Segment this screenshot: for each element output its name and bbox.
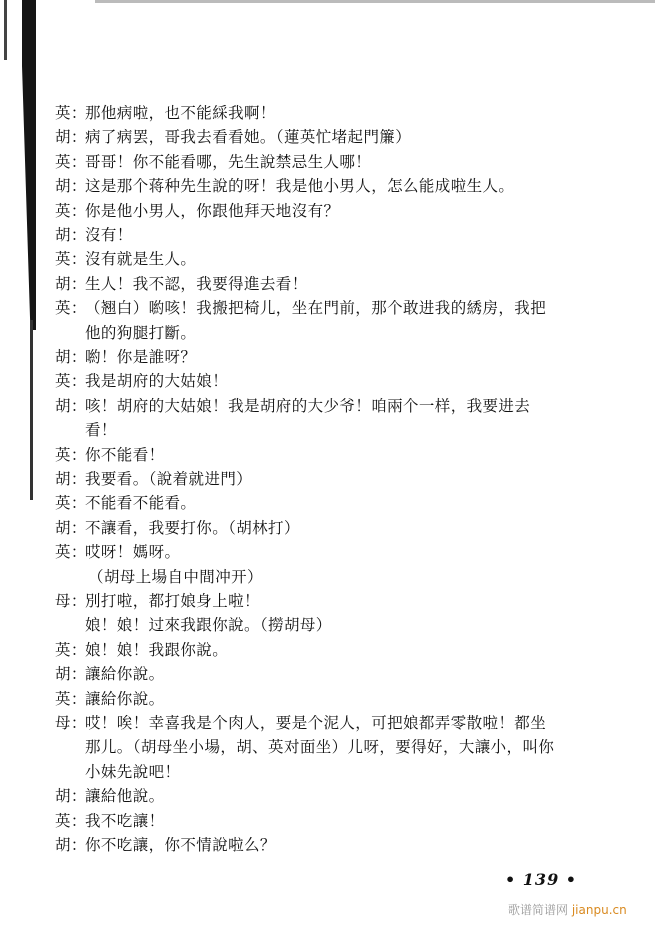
dialogue-line xyxy=(55,151,371,173)
watermark-name: 歌谱简谱网 xyxy=(508,903,569,917)
line-text: 沒有！ xyxy=(85,226,133,244)
line-text: 不能看不能看。 xyxy=(85,494,197,513)
line-text: （翘白）喲咳！我搬把椅儿，坐在門前，那个敢进我的綉房，我把 xyxy=(85,299,547,318)
speaker-label: 胡： xyxy=(55,128,87,147)
continuation-line xyxy=(55,322,196,344)
speaker-label: 胡： xyxy=(55,396,87,415)
speaker-label: 英： xyxy=(55,640,87,659)
dialogue-line xyxy=(55,395,530,417)
line-text: 讓給他說。 xyxy=(85,787,165,806)
page-number: • 139 • xyxy=(505,870,577,889)
line-text: 你不吃讓，你不情說啦么？ xyxy=(85,836,276,854)
dialogue-line xyxy=(55,712,546,734)
speaker-label: 英： xyxy=(55,299,87,318)
speaker-label: 英： xyxy=(55,494,87,513)
line-text: 不讓看，我要打你。（胡林打） xyxy=(85,518,300,537)
speaker-label: 英： xyxy=(55,811,87,830)
speaker-label: 胡： xyxy=(55,226,87,244)
speaker-label: 英： xyxy=(55,689,87,708)
continuation-line xyxy=(55,419,117,441)
dialogue-line xyxy=(55,785,165,807)
line-text: 哎呀！媽呀。 xyxy=(85,543,181,562)
speaker-label: 胡： xyxy=(55,348,87,366)
dialogue-line xyxy=(55,834,276,856)
speaker-label: 英： xyxy=(55,250,87,269)
line-text: 哎！唉！幸喜我是个肉人，要是个泥人，可把娘都弄零散啦！都坐 xyxy=(85,714,547,732)
speaker-label: 胡： xyxy=(55,274,87,293)
continuation-line xyxy=(55,566,263,588)
speaker-label: 胡： xyxy=(55,177,87,196)
dialogue-line xyxy=(55,444,165,466)
scan-edge-mark xyxy=(4,0,7,60)
line-text: 讓給你說。 xyxy=(85,665,165,684)
dialogue-line xyxy=(55,273,308,295)
dialogue-line xyxy=(55,517,300,539)
line-text: 喲！你是誰呀？ xyxy=(85,348,197,366)
speaker-label: 英： xyxy=(55,201,87,220)
watermark xyxy=(508,901,627,918)
line-text: （胡母上場自中間冲开） xyxy=(88,567,263,586)
dialogue-line xyxy=(55,541,180,563)
speaker-label: 英： xyxy=(55,152,87,171)
continuation-line xyxy=(55,761,180,783)
speaker-label: 胡： xyxy=(55,836,87,854)
dialogue-line xyxy=(55,663,165,685)
line-text: 那儿。（胡母坐小場，胡、英对面坐）儿呀，要得好，大讓小，叫你 xyxy=(85,738,555,757)
scan-top-edge xyxy=(95,0,655,3)
scan-binding-shadow-tail xyxy=(30,320,33,500)
line-text: 哥哥！你不能看哪，先生說禁忌生人哪！ xyxy=(85,152,372,171)
line-text: 娘！娘！过來我跟你說。（撈胡母） xyxy=(85,616,332,635)
line-text: 我不吃讓！ xyxy=(85,811,165,830)
line-text: 別打啦，都打娘身上啦！ xyxy=(85,592,260,610)
dialogue-line xyxy=(55,810,165,832)
line-text: 生人！我不認，我要得進去看！ xyxy=(85,274,308,293)
speaker-label: 英： xyxy=(55,372,87,391)
line-text: 娘！娘！我跟你說。 xyxy=(85,640,229,659)
dialogue-line xyxy=(55,468,252,490)
line-text: 咳！胡府的大姑娘！我是胡府的大少爷！咱兩个一样，我要进去 xyxy=(85,396,531,415)
speaker-label: 英： xyxy=(55,543,87,562)
speaker-label: 英： xyxy=(55,445,87,464)
dialogue-line xyxy=(55,688,165,710)
speaker-label: 胡： xyxy=(55,665,87,684)
dialogue-line xyxy=(55,297,546,319)
dialogue-line xyxy=(55,248,196,270)
speaker-label: 英： xyxy=(55,104,87,122)
speaker-label: 母： xyxy=(55,714,87,732)
dialogue-line xyxy=(55,102,276,124)
dialogue-line xyxy=(55,370,228,392)
dialogue-line xyxy=(55,492,196,514)
speaker-label: 胡： xyxy=(55,518,87,537)
speaker-label: 胡： xyxy=(55,470,87,488)
speaker-label: 母： xyxy=(55,592,87,610)
dialogue-line xyxy=(55,175,514,197)
dialogue-line xyxy=(55,639,228,661)
line-text: 那他病啦，也不能綵我啊！ xyxy=(85,104,276,122)
line-text: 讓給你說。 xyxy=(85,689,165,708)
continuation-line xyxy=(55,736,554,758)
dialogue-line xyxy=(55,200,339,222)
line-text: 沒有就是生人。 xyxy=(85,250,197,269)
dialogue-line xyxy=(55,224,133,246)
dialogue-line xyxy=(55,126,411,148)
line-text: 我是胡府的大姑娘！ xyxy=(85,372,229,391)
line-text: 小妹先說吧！ xyxy=(85,762,181,781)
watermark-site: jianpu.cn xyxy=(571,903,627,917)
scan-binding-shadow xyxy=(22,0,36,330)
line-text: 我要看。（說着就进門） xyxy=(85,470,253,488)
line-text: 你是他小男人，你跟他拜天地沒有？ xyxy=(85,201,340,220)
continuation-line xyxy=(55,614,332,636)
line-text: 看！ xyxy=(85,421,117,440)
dialogue-line xyxy=(55,590,260,612)
line-text: 你不能看！ xyxy=(85,445,165,464)
line-text: 他的狗腿打斷。 xyxy=(85,323,197,342)
speaker-label: 胡： xyxy=(55,787,87,806)
line-text: 这是那个蒋种先生說的呀！我是他小男人，怎么能成啦生人。 xyxy=(85,177,515,196)
line-text: 病了病罢，哥我去看看她。（蓮英忙堵起門簾） xyxy=(85,128,412,147)
dialogue-line xyxy=(55,346,196,368)
